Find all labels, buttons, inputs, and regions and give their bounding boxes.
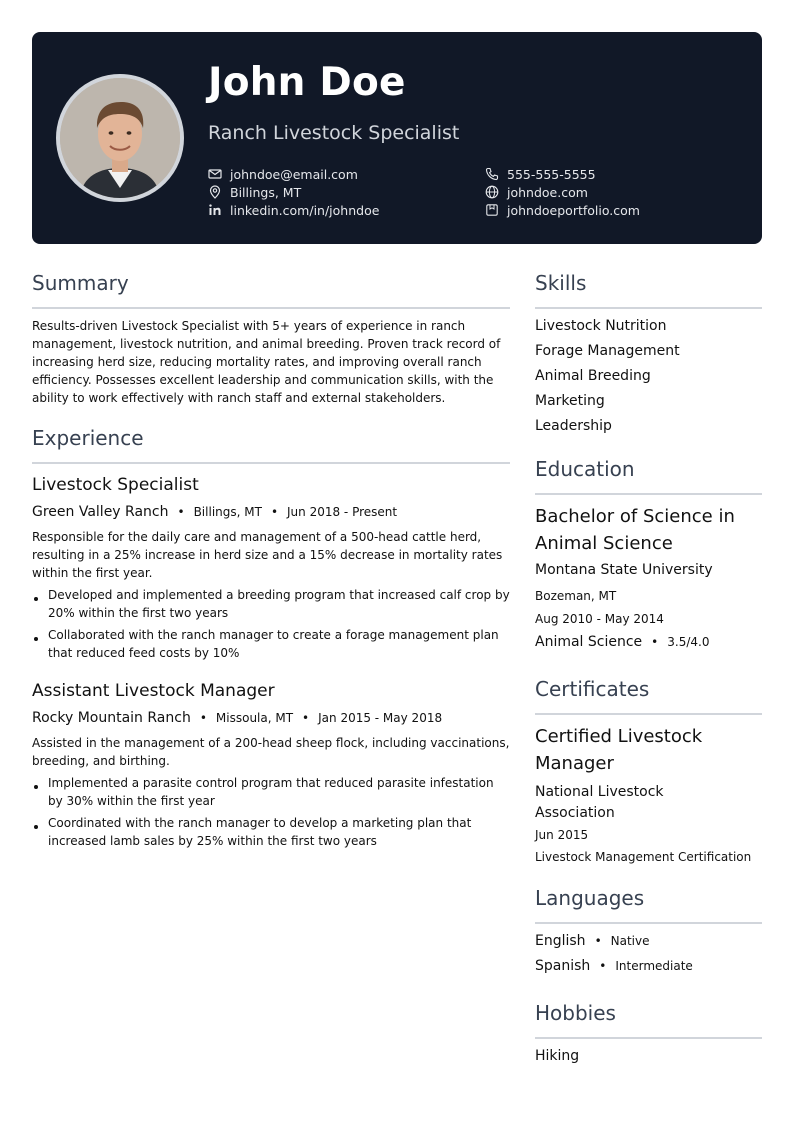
languages-divider bbox=[535, 922, 762, 924]
contact-email[interactable] bbox=[208, 165, 358, 183]
job-bullet: Coordinated with the ranch manager to develop a marketing plan that increased lamb sales by 25% within the first two years bbox=[48, 816, 472, 848]
language-item bbox=[535, 933, 650, 949]
separator-dot: • bbox=[199, 711, 207, 725]
separator-dot: • bbox=[270, 505, 279, 519]
portfolio-icon bbox=[485, 203, 499, 217]
linkedin-icon bbox=[208, 203, 222, 217]
certificate-date: Jun 2015 bbox=[535, 828, 589, 842]
skills-divider bbox=[535, 307, 762, 309]
job-meta bbox=[32, 710, 442, 726]
job-meta bbox=[32, 504, 397, 520]
certificate-description: Livestock Management Certification bbox=[535, 850, 752, 864]
bullet-marker bbox=[34, 785, 38, 789]
job-description: Responsible for the daily care and management of a 500-head cattle herd, resulting in a 25% increase in herd size and a 15% decrease in mortality rates within the first year. bbox=[32, 530, 503, 580]
separator-dot: • bbox=[594, 934, 602, 948]
candidate-name: John Doe bbox=[208, 60, 406, 105]
contact-linkedin-text: linkedin.com/in/johndoe bbox=[230, 202, 380, 218]
separator-dot: • bbox=[177, 505, 185, 519]
job-bullet: Developed and implemented a breeding program that increased calf crop by 20% within the first two years bbox=[48, 588, 510, 620]
contact-website-text: johndoe.com bbox=[507, 184, 588, 200]
skill-item: Marketing bbox=[535, 393, 605, 409]
job-location: Billings, MT bbox=[193, 505, 262, 519]
experience-divider bbox=[32, 462, 510, 464]
contact-location-text: Billings, MT bbox=[230, 184, 302, 200]
candidate-title: Ranch Livestock Specialist bbox=[208, 122, 460, 144]
contact-phone[interactable] bbox=[485, 165, 596, 183]
contact-portfolio-text: johndoeportfolio.com bbox=[507, 202, 640, 218]
bullet-marker bbox=[34, 597, 38, 601]
profile-photo bbox=[56, 74, 184, 202]
school-location: Bozeman, MT bbox=[535, 589, 617, 603]
resume-header bbox=[32, 32, 762, 244]
bullet-marker bbox=[34, 637, 38, 641]
summary-heading: Summary bbox=[32, 271, 129, 295]
job-company: Green Valley Ranch bbox=[32, 504, 169, 520]
location-icon bbox=[208, 185, 222, 199]
contact-phone-text: 555-555-5555 bbox=[507, 166, 596, 182]
education-divider bbox=[535, 493, 762, 495]
language-name: English bbox=[535, 933, 586, 949]
education-meta bbox=[535, 634, 709, 650]
contact-website[interactable] bbox=[485, 183, 588, 201]
separator-dot: • bbox=[651, 635, 659, 649]
contact-portfolio[interactable] bbox=[485, 201, 640, 219]
separator-dot: • bbox=[302, 711, 310, 725]
language-item bbox=[535, 958, 693, 974]
globe-icon bbox=[485, 185, 499, 199]
job-dates: Jun 2018 - Present bbox=[287, 505, 398, 519]
job-bullet: Implemented a parasite control program that reduced parasite infestation by 30% within the first year bbox=[48, 776, 494, 808]
job-location: Missoula, MT bbox=[215, 711, 294, 725]
hobby-item: Hiking bbox=[535, 1048, 580, 1064]
language-level: Intermediate bbox=[615, 959, 693, 973]
skill-item: Leadership bbox=[535, 418, 612, 434]
separator-dot: • bbox=[599, 959, 607, 973]
job-bullet: Collaborated with the ranch manager to create a forage management plan that reduced feed costs by 10% bbox=[48, 628, 499, 660]
contact-location bbox=[208, 183, 301, 201]
summary-text: Results-driven Livestock Specialist with 5+ years of experience in ranch management, livestock nutrition, and animal breeding. Proven track record of increasing herd size, reducing mortality rates, and improving overall ranch efficiency. Possesses excellent leadership and communication skills, with the ability to work effectively with ranch staff and external stakeholders. bbox=[32, 319, 501, 405]
skill-item: Livestock Nutrition bbox=[535, 318, 667, 334]
skill-item: Animal Breeding bbox=[535, 368, 651, 384]
language-level: Native bbox=[610, 934, 650, 948]
school-name: Montana State University bbox=[535, 562, 713, 578]
certificates-heading: Certificates bbox=[535, 677, 650, 701]
skills-heading: Skills bbox=[535, 271, 587, 295]
hobbies-divider bbox=[535, 1037, 762, 1039]
phone-icon bbox=[485, 167, 499, 181]
contact-linkedin[interactable] bbox=[208, 201, 379, 219]
certificate-title: Certified Livestock Manager bbox=[535, 726, 703, 774]
language-name: Spanish bbox=[535, 958, 591, 974]
job-dates: Jan 2015 - May 2018 bbox=[318, 711, 443, 725]
hobbies-heading: Hobbies bbox=[535, 1001, 616, 1025]
job-title: Assistant Livestock Manager bbox=[32, 681, 275, 701]
contact-email-text: johndoe@email.com bbox=[230, 166, 358, 182]
mail-icon bbox=[208, 167, 222, 181]
experience-heading: Experience bbox=[32, 426, 144, 450]
job-company: Rocky Mountain Ranch bbox=[32, 710, 191, 726]
job-description: Assisted in the management of a 200-head sheep flock, including vaccinations, breeding, and birthing. bbox=[32, 736, 510, 768]
education-heading: Education bbox=[535, 457, 635, 481]
certificate-issuer: National Livestock Association bbox=[535, 784, 664, 821]
person-portrait-icon bbox=[60, 78, 180, 198]
job-title: Livestock Specialist bbox=[32, 475, 199, 495]
skill-item: Forage Management bbox=[535, 343, 680, 359]
education-field: Animal Science bbox=[535, 634, 643, 650]
education-dates: Aug 2010 - May 2014 bbox=[535, 612, 664, 626]
languages-heading: Languages bbox=[535, 886, 645, 910]
degree-title: Bachelor of Science in Animal Science bbox=[535, 506, 735, 554]
bullet-marker bbox=[34, 825, 38, 829]
education-gpa: 3.5/4.0 bbox=[667, 635, 710, 649]
certificates-divider bbox=[535, 713, 762, 715]
summary-divider bbox=[32, 307, 510, 309]
